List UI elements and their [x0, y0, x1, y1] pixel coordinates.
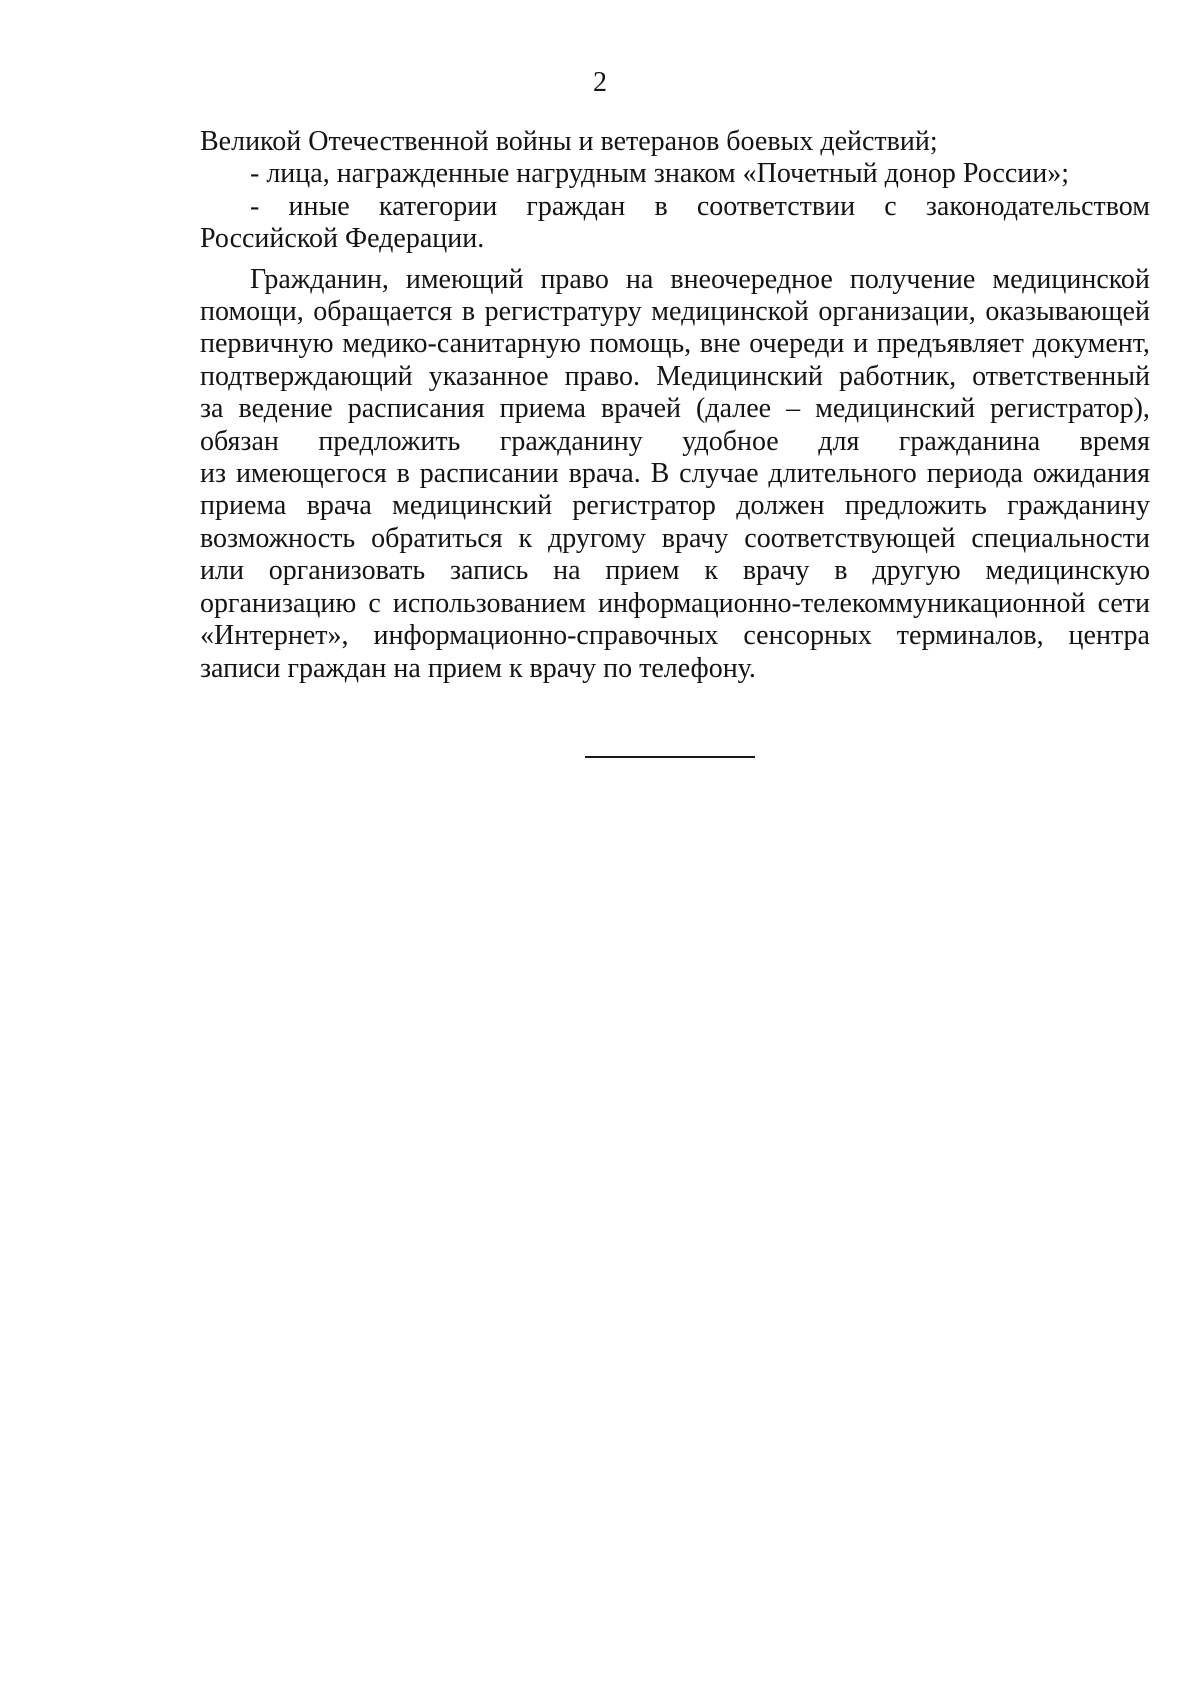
word: к — [704, 555, 718, 587]
justified-line — [200, 555, 1150, 587]
document-body — [200, 126, 1150, 685]
justified-line — [200, 264, 1150, 296]
word: на — [553, 555, 581, 587]
word: врачу — [742, 555, 810, 587]
word: запись — [449, 555, 529, 587]
word: с — [368, 587, 381, 619]
word: вне — [699, 328, 741, 360]
word: регистратор), — [990, 393, 1150, 425]
word: информационно-справочных — [373, 620, 719, 652]
word: врачу — [661, 522, 729, 554]
word: центра — [1068, 620, 1150, 652]
word: расписания — [347, 393, 485, 425]
word: документ, — [1032, 328, 1150, 360]
word: внеочередное — [670, 263, 833, 295]
word: медицинской — [651, 296, 809, 328]
word: возможность — [200, 522, 356, 554]
word: - — [250, 190, 260, 222]
word: помощи, — [200, 296, 304, 328]
word: соответствующей — [744, 522, 956, 554]
text-line: Великой Отечественной войны и ветеранов боевых действий; — [200, 126, 938, 157]
word: длительного — [768, 458, 917, 490]
end-of-text-divider — [585, 756, 755, 758]
word: за — [200, 393, 224, 425]
word: приема — [499, 393, 586, 425]
text-line: - лица, награжденные нагрудным знаком «Почетный донор России»; — [250, 158, 1070, 190]
word: право — [540, 263, 609, 295]
word: или — [200, 555, 244, 587]
word: «Интернет», — [200, 620, 349, 652]
word: предложить — [318, 425, 461, 457]
list-item-other-categories — [200, 191, 1150, 256]
word: для — [818, 425, 860, 457]
word: использованием — [392, 587, 586, 619]
justified-line — [200, 490, 1150, 522]
page-number: 2 — [593, 67, 607, 98]
word: регистратуру — [484, 296, 642, 328]
word: ожидания — [1032, 458, 1150, 490]
justified-line — [200, 620, 1150, 652]
word: врача — [306, 490, 372, 522]
word: (далее — [696, 393, 772, 425]
word: обратиться — [371, 522, 503, 554]
word: организовать — [268, 555, 426, 587]
word: В — [650, 458, 670, 490]
word: имеющий — [405, 263, 524, 295]
word: гражданину — [499, 425, 643, 457]
word: ведение — [238, 393, 333, 425]
word: организацию — [200, 587, 357, 619]
text-line: Российской Федерации. — [200, 223, 485, 255]
word: иные — [288, 190, 350, 222]
word: врачей — [600, 393, 682, 425]
word: с — [884, 190, 897, 222]
word: медицинский — [815, 393, 976, 425]
word: удобное — [682, 425, 779, 457]
word: терминалов, — [896, 620, 1044, 652]
word: должен — [736, 490, 825, 522]
justified-line — [200, 393, 1150, 425]
word: получение — [849, 263, 976, 295]
word: первичную — [200, 328, 334, 360]
paragraph-continuation — [200, 126, 1150, 158]
word: предложить — [844, 490, 987, 522]
justified-line — [200, 523, 1150, 555]
word: помощь, — [589, 328, 692, 360]
word: случае — [679, 458, 759, 490]
word: и — [853, 328, 869, 360]
word: граждан — [526, 190, 626, 222]
word: на — [625, 263, 654, 295]
word: сети — [1097, 587, 1150, 619]
word: оказывающей — [985, 296, 1150, 328]
list-item-honorary-donor — [200, 158, 1150, 190]
word: медицинский — [392, 490, 553, 522]
word: Гражданин, — [250, 263, 389, 295]
word: время — [1079, 425, 1150, 457]
word: в — [461, 296, 476, 328]
word: очереди — [749, 328, 845, 360]
word: категории — [378, 190, 498, 222]
word: периода — [926, 458, 1023, 490]
word: медицинскую — [985, 555, 1150, 587]
word: врача. — [568, 458, 641, 490]
justified-line — [200, 361, 1150, 393]
word: соответствии — [696, 190, 856, 222]
justified-line — [200, 296, 1150, 328]
word: обязан — [200, 425, 279, 457]
justified-line — [200, 191, 1150, 223]
paragraph-priority-care — [200, 264, 1150, 685]
word: гражданина — [898, 425, 1041, 457]
word: право. — [564, 360, 641, 392]
word: медико-санитарную — [342, 328, 581, 360]
word: в — [834, 555, 848, 587]
word: в — [396, 458, 410, 490]
word: в — [654, 190, 668, 222]
word: прием — [605, 555, 680, 587]
word: другую — [872, 555, 961, 587]
justified-line — [200, 588, 1150, 620]
justified-line — [200, 426, 1150, 458]
word: к — [518, 522, 533, 554]
word: ответственный — [972, 360, 1150, 392]
word: информационно-телекоммуникационной — [597, 587, 1086, 619]
word: организации, — [818, 296, 976, 328]
word: другому — [548, 522, 646, 554]
word: приема — [200, 490, 287, 522]
word: – — [786, 393, 801, 425]
word: указанное — [428, 360, 549, 392]
word: предъявляет — [876, 328, 1024, 360]
word: медицинской — [992, 263, 1150, 295]
word: сенсорных — [743, 620, 872, 652]
word: Медицинский — [656, 360, 823, 392]
word: расписании — [419, 458, 559, 490]
word: имеющегося — [235, 458, 387, 490]
word: работник, — [838, 360, 957, 392]
word: подтверждающий — [200, 360, 413, 392]
word: регистратор — [572, 490, 716, 522]
text-line: записи граждан на прием к врачу по телефону. — [200, 652, 756, 684]
justified-line — [200, 328, 1150, 360]
word: обращается — [313, 296, 453, 328]
word: специальности — [971, 522, 1150, 554]
justified-line — [200, 458, 1150, 490]
word: из — [200, 458, 227, 490]
word: гражданину — [1007, 490, 1150, 522]
word: законодательством — [925, 190, 1150, 222]
